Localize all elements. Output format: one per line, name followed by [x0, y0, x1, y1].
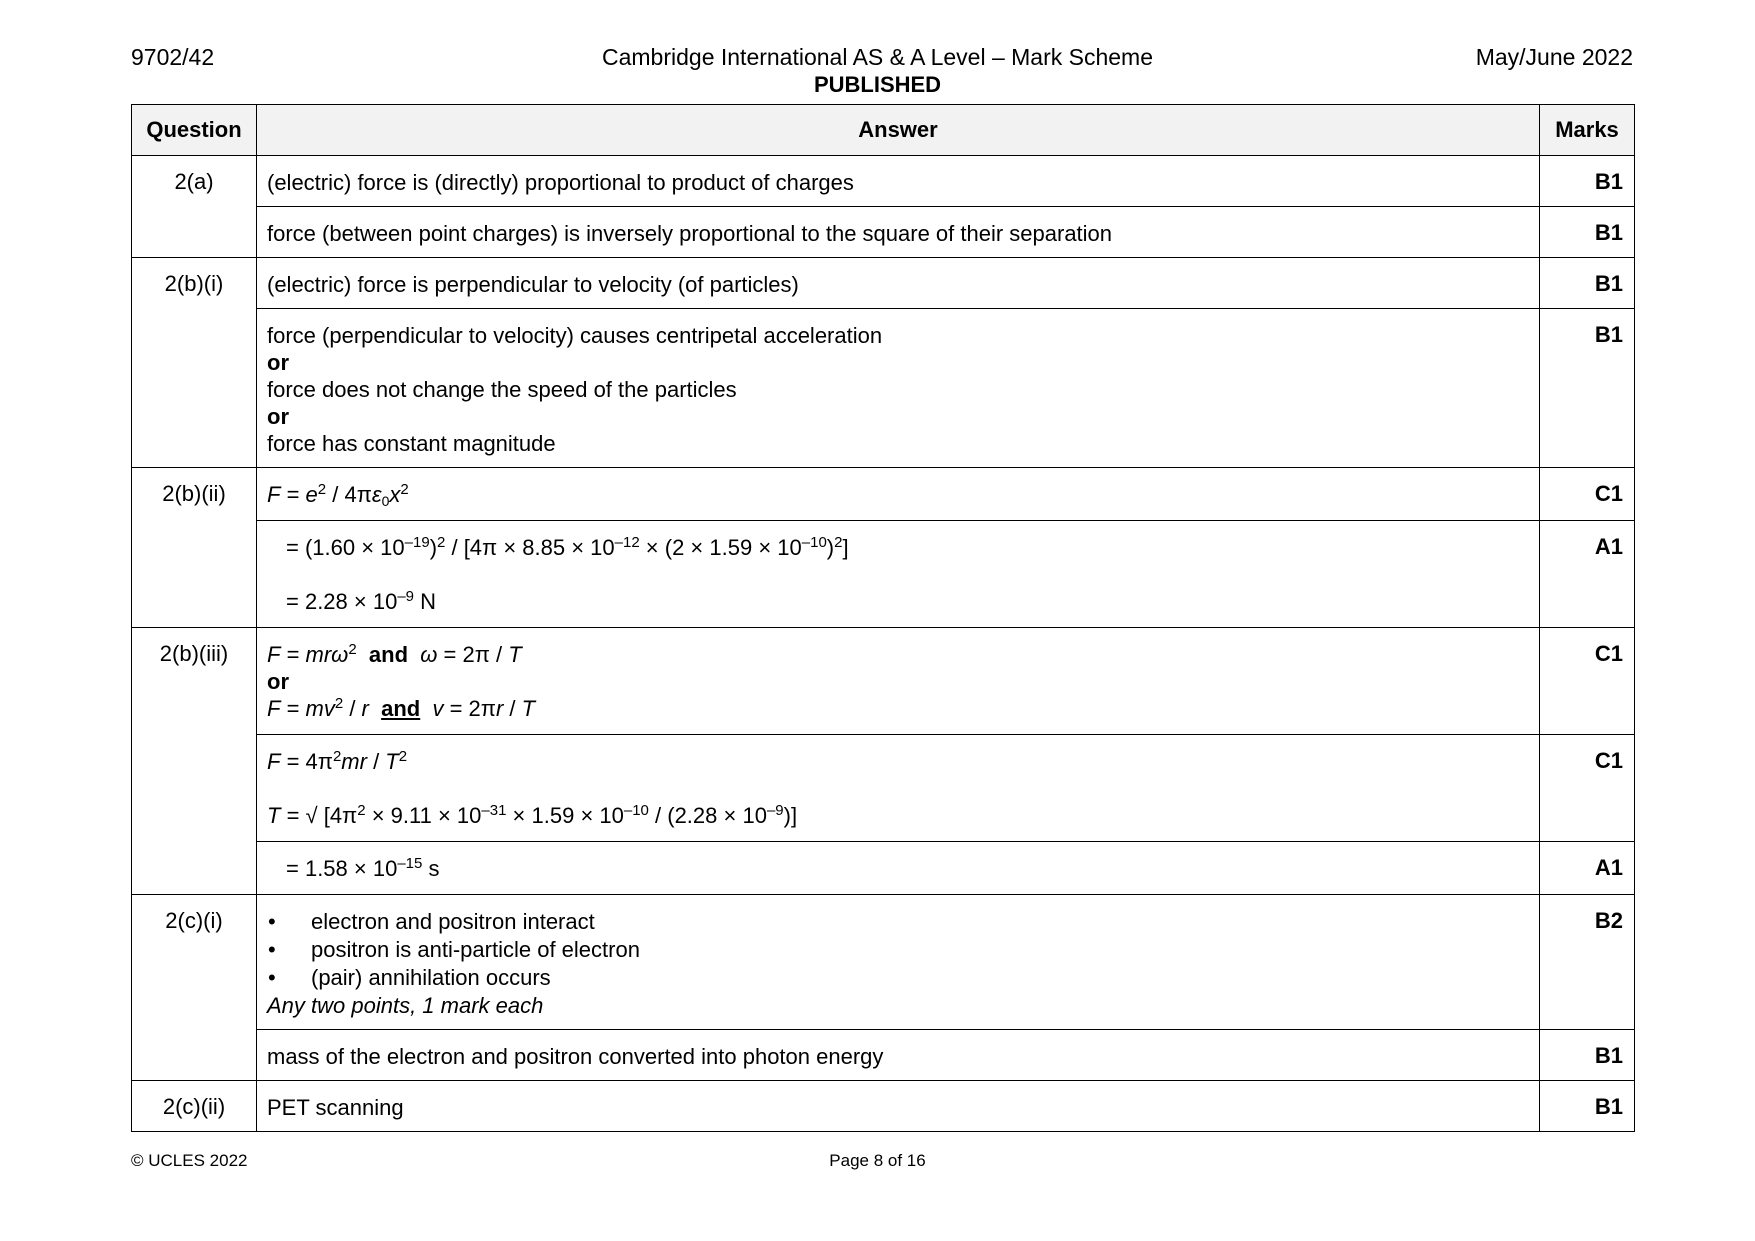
- question-label: 2(c)(ii): [132, 1081, 257, 1132]
- mark-cell: B2: [1540, 895, 1635, 1030]
- mark-cell: B1: [1540, 1081, 1635, 1132]
- table-header-row: [132, 105, 1635, 156]
- table-row: [132, 156, 1635, 207]
- equation-coulomb: $F = e^2 / 4\pi\varepsilon_0x^2$: [257, 468, 1540, 521]
- mark-cell: B1: [1540, 1030, 1635, 1081]
- question-header: Question: [132, 105, 257, 156]
- answer-line: force has constant magnitude: [267, 431, 556, 456]
- question-label: 2(c)(i): [132, 895, 257, 1081]
- list-item: • positron is anti-particle of electron: [267, 936, 1529, 964]
- equation-linear: $F = mv^2 / r$ and v = 2πr / T: [267, 695, 536, 721]
- mark-scheme-table: [131, 104, 1635, 1132]
- exam-session: May/June 2022: [1475, 44, 1633, 70]
- mark-cell: A1: [1540, 521, 1635, 628]
- mark-cell: C1: [1540, 628, 1635, 735]
- table-row: [132, 521, 1635, 628]
- page-number: Page 8 of 16: [829, 1151, 926, 1170]
- mark-cell: C1: [1540, 735, 1635, 842]
- mark-cell: B1: [1540, 156, 1635, 207]
- published-label: PUBLISHED: [813, 72, 942, 97]
- question-label: 2(a): [132, 156, 257, 258]
- table-row: [132, 1030, 1635, 1081]
- marks-header: Marks: [1540, 105, 1635, 156]
- equation-substitution: = $(1.60 \times 10^{-19})^2 / [4\pi \times 8.85 \times 10^{-12} \times (2 \times 1.59 \times 10^{-10})^2]$: [286, 534, 849, 560]
- table-row: [132, 735, 1635, 842]
- title-text: Cambridge International AS & A Level – Mark Scheme: [601, 44, 1154, 70]
- answer-line: force does not change the speed of the particles: [267, 377, 737, 402]
- answer-cell: (electric) force is perpendicular to velocity (of particles): [257, 258, 1540, 309]
- or-label: or: [267, 350, 289, 375]
- question-label: 2(b)(ii): [132, 468, 257, 628]
- marking-note: Any two points, 1 mark each: [267, 993, 544, 1018]
- answer-cell: force (between point charges) is inversely proportional to the square of their separation: [257, 207, 1540, 258]
- mark-cell: B1: [1540, 309, 1635, 468]
- table-row: [132, 309, 1635, 468]
- table-row: [132, 895, 1635, 1030]
- table-row: [132, 628, 1635, 735]
- answer-cell: mass of the electron and positron converted into photon energy: [257, 1030, 1540, 1081]
- or-label: or: [267, 669, 289, 694]
- answer-cell: [257, 895, 1540, 1030]
- equation-result: = $2.28 \times 10^{-9}$ N: [286, 588, 437, 614]
- and-label: and: [368, 642, 409, 667]
- answer-cell: PET scanning: [257, 1081, 1540, 1132]
- answer-cell: [257, 842, 1540, 895]
- equation-period-substitution: T = √ $[4\pi^2 \times 9.11 \times 10^{-31} \times 1.59 \times 10^{-10} / (2.28 \times 10^{-9})]$: [267, 802, 798, 828]
- table-row: [132, 1081, 1635, 1132]
- mark-cell: B1: [1540, 258, 1635, 309]
- answer-cell: (electric) force is (directly) proportional to product of charges: [257, 156, 1540, 207]
- question-label: 2(b)(i): [132, 258, 257, 468]
- answer-points-list: [267, 908, 1529, 992]
- or-label: or: [267, 404, 289, 429]
- list-item: • (pair) annihilation occurs: [267, 964, 1529, 992]
- answer-cell: [257, 628, 1540, 735]
- table-row: [132, 468, 1635, 521]
- list-item: • electron and positron interact: [267, 908, 1529, 936]
- answer-cell: [257, 309, 1540, 468]
- answer-line: force (perpendicular to velocity) causes centripetal acceleration: [267, 323, 883, 348]
- question-label: 2(b)(iii): [132, 628, 257, 895]
- equation-period-result: = $1.58 \times 10^{-15}$ s: [286, 855, 440, 881]
- copyright-notice: © UCLES 2022: [131, 1151, 248, 1170]
- mark-cell: C1: [1540, 468, 1635, 521]
- paper-code: 9702/42: [131, 44, 215, 70]
- answer-cell: [257, 521, 1540, 628]
- equation-angular: F = mrω$^2$ and ω = 2π / T: [267, 641, 522, 667]
- table-row: [132, 842, 1635, 895]
- equation-force-period: $F = 4\pi^2mr / T^2$: [267, 748, 408, 774]
- mark-cell: A1: [1540, 842, 1635, 895]
- and-label: and: [381, 696, 421, 721]
- answer-cell: [257, 735, 1540, 842]
- mark-cell: B1: [1540, 207, 1635, 258]
- answer-header: Answer: [257, 105, 1540, 156]
- table-row: [132, 258, 1635, 309]
- table-row: [132, 207, 1635, 258]
